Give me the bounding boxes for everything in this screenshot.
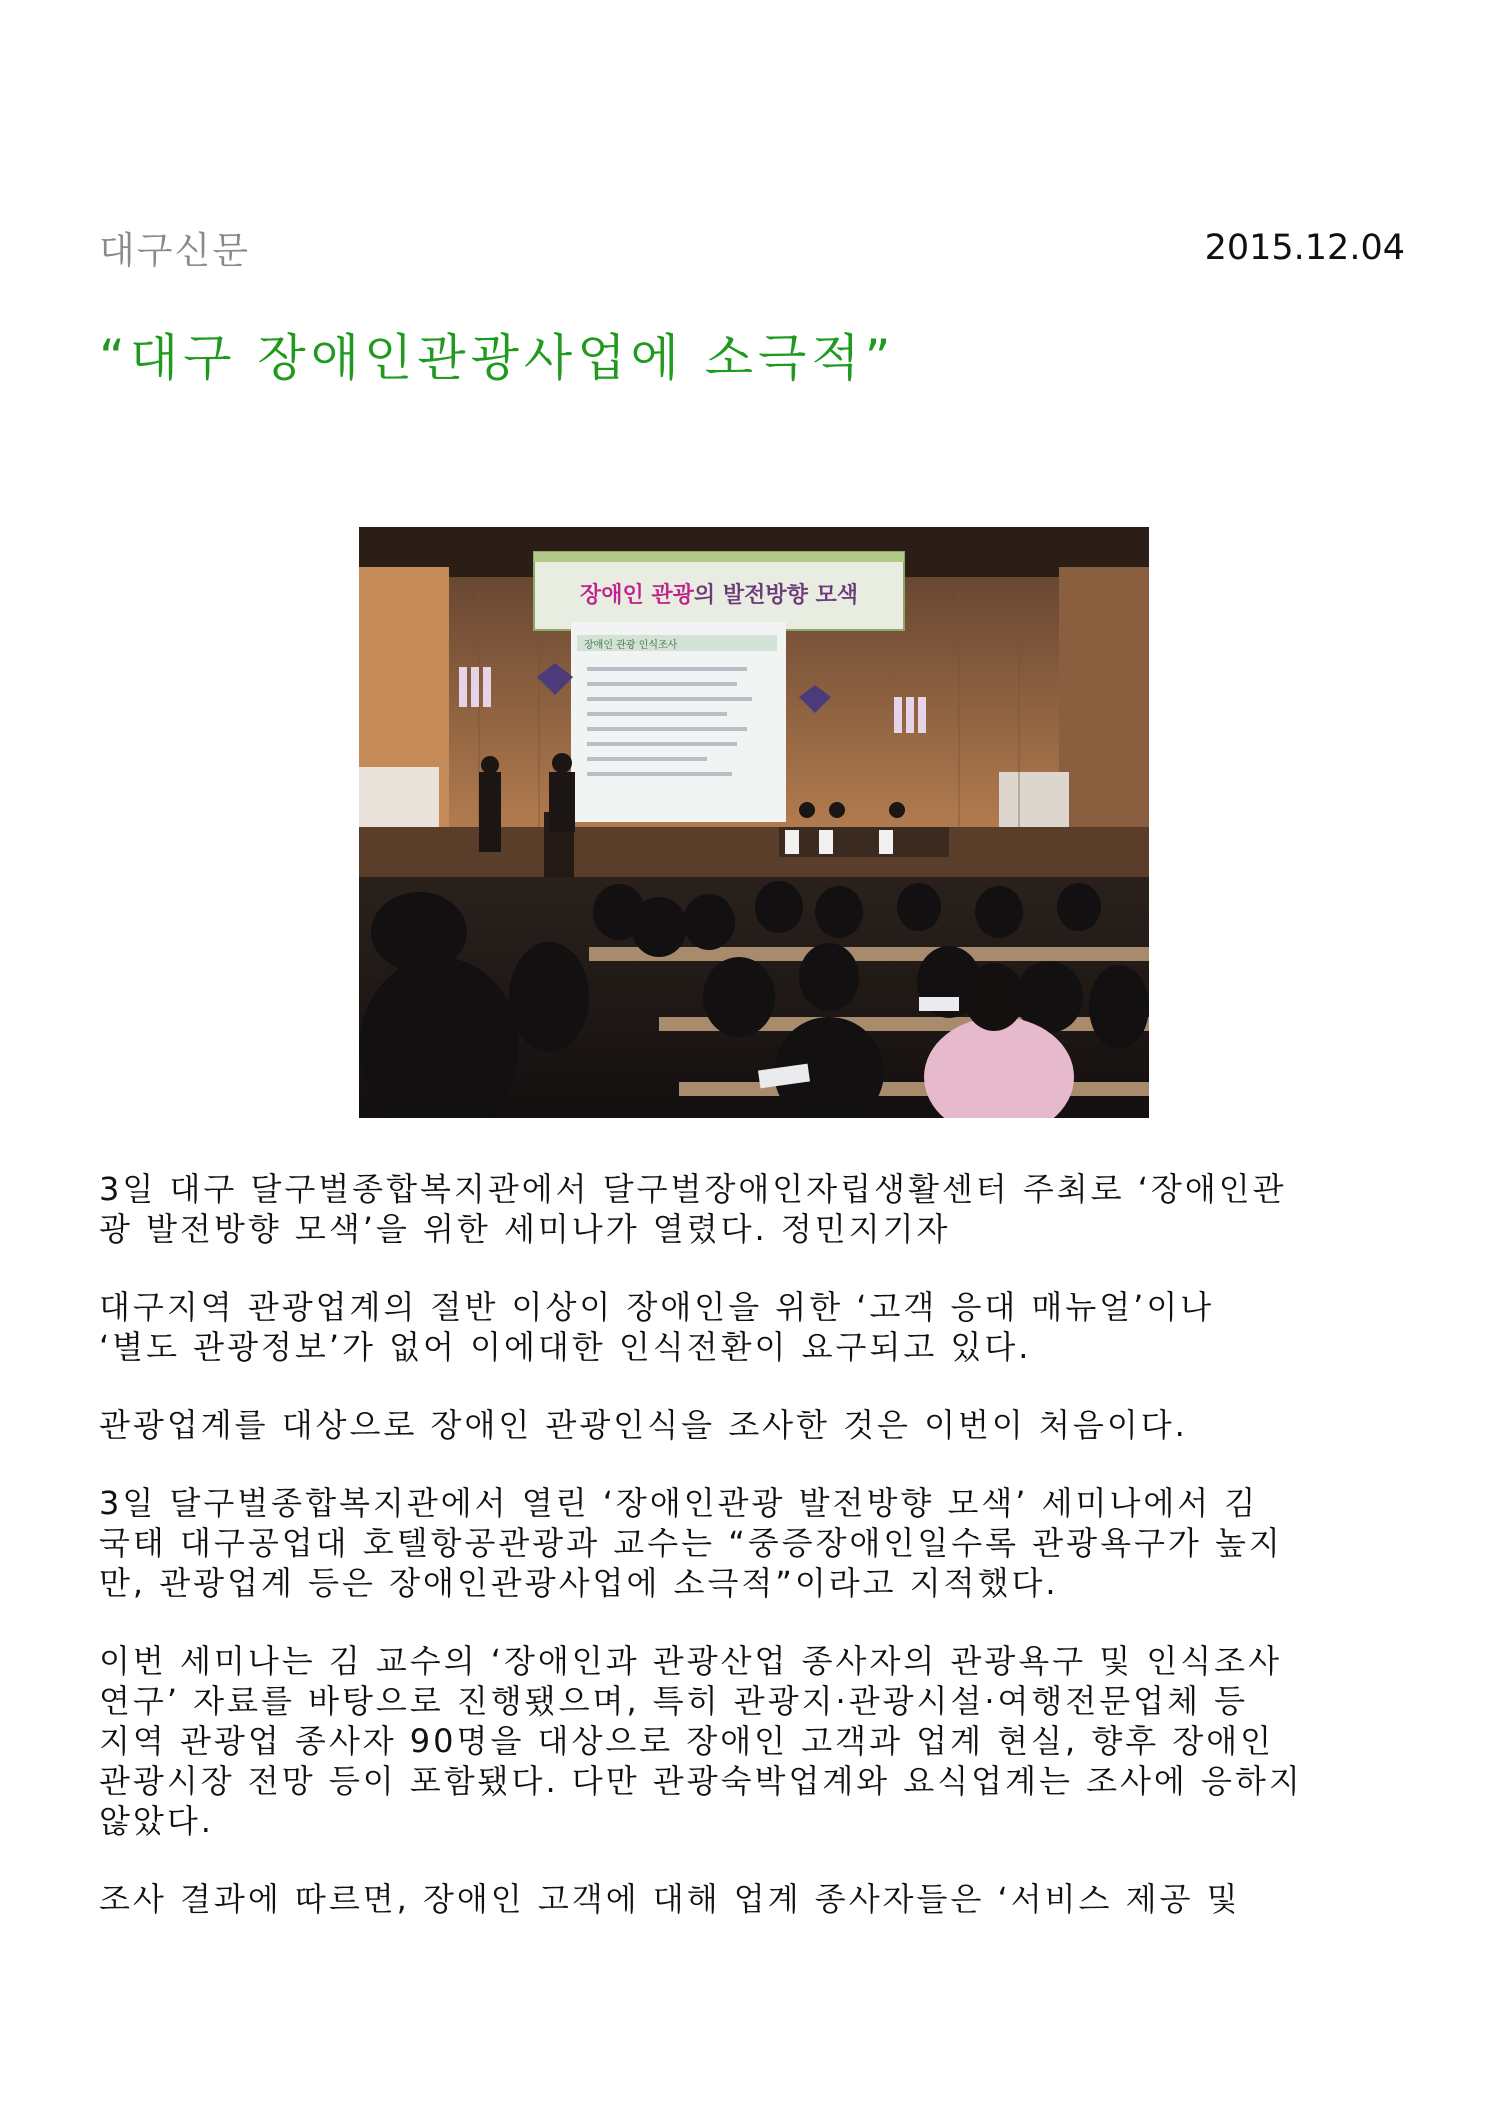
- screen-title: 장애인 관광 인식조사: [584, 640, 678, 651]
- article-paragraph: 이번 세미나는 김 교수의 ‘장애인과 관광산업 종사자의 관광욕구 및 인식조사 연구’ 자료를 바탕으로 진행됐으며, 특히 관광지·관광시설·여행전문업체 등 지역 관광업 종사자 90명을 대상으로 장애인 고객과 업계 현실, 향후 장애인 관광시장 전망 등이 포함됐다. 다만 관광숙박업계와 요식업계는 조사에 응하지 않았다.: [99, 1642, 1303, 1840]
- article-paragraph: 3일 대구 달구벌종합복지관에서 달구벌장애인자립생활센터 주최로 ‘장애인관 광 발전방향 모색’을 위한 세미나가 열렸다. 정민지기자: [99, 1170, 1287, 1248]
- article-paragraph: 대구지역 관광업계의 절반 이상이 장애인을 위한 ‘고객 응대 매뉴얼’이나 ‘별도 관광정보’가 없어 이에대한 인식전환이 요구되고 있다.: [99, 1288, 1215, 1366]
- seminar-photo: [359, 527, 1149, 1118]
- article-paragraph: 조사 결과에 따르면, 장애인 고객에 대해 업계 종사자들은 ‘서비스 제공 및: [99, 1880, 1241, 1918]
- article-headline: “대구 장애인관광사업에 소극적”: [99, 329, 896, 387]
- banner-main-text: 장애인 관광의 발전방향 모색: [579, 583, 859, 608]
- newspaper-source: 대구신문: [99, 229, 250, 272]
- article-body: [99, 1169, 1404, 1957]
- article-date: 2015.12.04: [1204, 228, 1405, 268]
- article-paragraph: 관광업계를 대상으로 장애인 관광인식을 조사한 것은 이번이 처음이다.: [99, 1406, 1188, 1444]
- seminar-photo-illustration: [359, 527, 1149, 1118]
- article-paragraph: 3일 달구벌종합복지관에서 열린 ‘장애인관광 발전방향 모색’ 세미나에서 김 국태 대구공업대 호텔항공관광과 교수는 “중증장애인일수록 관광욕구가 높지 만, 관광업계 등은 장애인관광사업에 소극적”이라고 지적했다.: [99, 1484, 1283, 1602]
